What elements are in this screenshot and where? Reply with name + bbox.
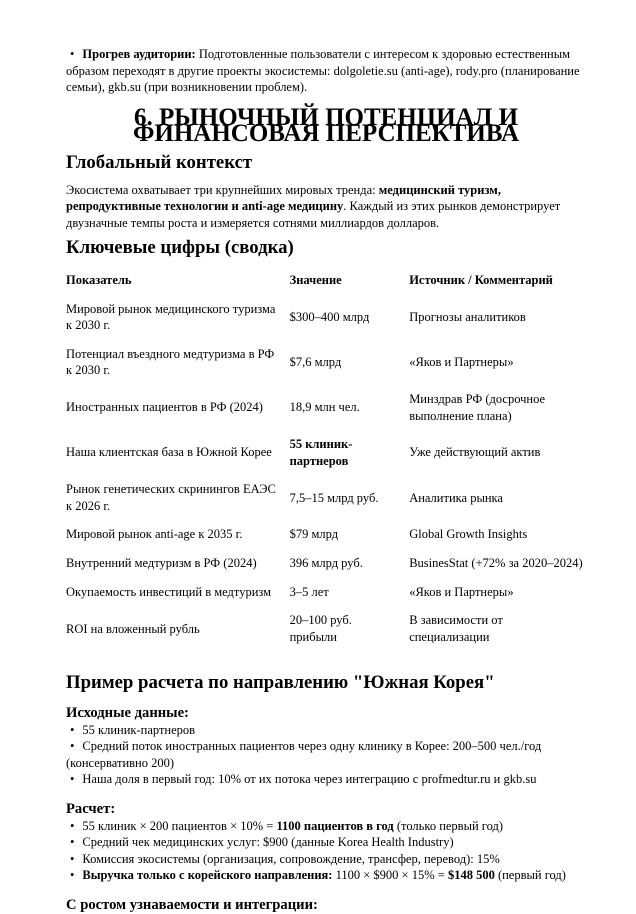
paragraph-bold-text: медицинский туризм, репродуктивные технологии и anti-age медицину xyxy=(66,182,501,214)
list-item xyxy=(66,771,586,788)
cell-indicator: Наша клиентская база в Южной Корее xyxy=(66,445,272,460)
cell-value: $300–400 млрд xyxy=(289,309,370,324)
table-row xyxy=(66,340,586,385)
cell-indicator: Внутренний медтуризм в РФ (2024) xyxy=(66,556,257,571)
list-item-text: (только первый год) xyxy=(393,818,504,833)
cell-source: Уже действующий актив xyxy=(409,445,541,460)
column-header-source: Источник / Комментарий xyxy=(409,272,553,287)
list-item-bold-text: $148 500 xyxy=(447,868,495,883)
cell-indicator: Окупаемость инвестиций в медтуризм xyxy=(66,584,272,599)
list-item-text: Наша доля в первый год: 10% от их потока через интеграцию с profmedtur.ru и gkb.su xyxy=(82,772,537,787)
cell-value: 3–5 лет xyxy=(289,584,329,599)
subheading-initial-data: Исходные данные: xyxy=(66,705,189,722)
cell-source: «Яков и Партнеры» xyxy=(409,355,514,370)
subheading-key-figures: Ключевые цифры (сводка) xyxy=(66,237,294,259)
bullet-dot-icon xyxy=(70,819,82,833)
list-item-text: (первый год) xyxy=(494,868,566,883)
list-item-text: Комиссия экосистемы (организация, сопровождение, трансфер, перевод): 15% xyxy=(82,851,500,866)
subheading-global-context: Глобальный контекст xyxy=(66,151,253,173)
list-item-text: 55 клиник-партнеров xyxy=(82,722,196,737)
list-item-text: 55 клиник × 200 пациентов × 10% = xyxy=(82,818,277,833)
cell-indicator: Мировой рынок anti-age к 2035 г. xyxy=(66,527,243,542)
subheading-calculation: Расчет: xyxy=(66,801,116,817)
subheading-korea-example: Пример расчета по направлению "Южная Корея" xyxy=(66,672,495,694)
table-row xyxy=(66,520,586,549)
intro-bullet-item xyxy=(66,46,586,96)
bullet-dot-icon xyxy=(70,772,82,786)
bullet-dot-icon xyxy=(70,868,82,882)
cell-source: Аналитика рынка xyxy=(409,490,503,505)
cell-indicator: ROI на вложенный рубль xyxy=(66,621,200,636)
table-row xyxy=(66,549,586,578)
list-item-bold-text: Выручка только с корейского направления: xyxy=(82,868,333,883)
bullet-dot-icon xyxy=(70,723,82,737)
bullet-dot-icon xyxy=(70,852,82,866)
table-row xyxy=(66,578,586,607)
cell-value: 396 млрд руб. xyxy=(289,556,363,571)
paragraph-text: . Каждый из этих рынков демонстрирует двузначные темпы роста и измеряется сотнями миллиардов долларов. xyxy=(66,199,561,230)
cell-value: 7,5–15 млрд руб. xyxy=(289,490,379,505)
column-header-value: Значение xyxy=(289,272,342,287)
cell-source: Прогнозы аналитиков xyxy=(409,309,526,324)
cell-value: $79 млрд xyxy=(289,527,339,542)
cell-value: 18,9 млн чел. xyxy=(289,400,360,415)
table-row xyxy=(66,385,586,430)
cell-indicator: Рынок генетических скринингов ЕАЭС к 2026 г. xyxy=(66,482,276,513)
intro-bullet-text: Подготовленные пользователи с интересом к здоровью естественным образом переходят в другие проекты экосистемы: dolgoletie.su (anti-age), rody.pro (планирование семьи), gkb.su (при возникновении проблем). xyxy=(66,47,580,95)
key-figures-table xyxy=(66,266,586,652)
table-row xyxy=(66,430,586,475)
list-item xyxy=(66,867,586,884)
section-heading: 6. РЫНОЧНЫЙ ПОТЕНЦИАЛ И ФИНАНСОВАЯ ПЕРСПЕКТИВА xyxy=(132,103,520,148)
list-item xyxy=(66,851,586,868)
cell-source: Global Growth Insights xyxy=(409,527,528,542)
cell-indicator: Потенциал въездного медтуризма в РФ к 2030 г. xyxy=(66,346,275,378)
list-item-text: Средний чек медицинских услуг: $900 (данные Korea Health Industry) xyxy=(82,835,454,850)
bullet-dot-icon xyxy=(70,47,82,61)
bullet-dot-icon xyxy=(70,835,82,849)
column-header-indicator: Показатель xyxy=(66,272,132,287)
global-context-paragraph xyxy=(66,182,586,232)
list-item xyxy=(66,738,586,771)
list-item-text: Средний поток иностранных пациентов через одну клинику в Корее: 200–500 чел./год (консервативно 200) xyxy=(66,739,542,770)
list-item xyxy=(66,722,586,739)
table-row xyxy=(66,606,586,651)
cell-value: 55 клиник-партнеров xyxy=(289,437,353,468)
cell-value: 20–100 руб. прибыли xyxy=(289,613,352,644)
cell-source: «Яков и Партнеры» xyxy=(409,584,514,599)
list-item-text: 1100 × $900 × 15% = xyxy=(332,868,448,883)
list-item xyxy=(66,834,586,851)
intro-bullet-lead: Прогрев аудитории: xyxy=(82,47,196,61)
cell-indicator: Иностранных пациентов в РФ (2024) xyxy=(66,400,263,415)
table-row xyxy=(66,475,586,520)
table-header-row xyxy=(66,266,586,295)
cell-source: В зависимости от специализации xyxy=(409,613,503,644)
paragraph-text: Экосистема охватывает три крупнейших мировых тренда: xyxy=(66,182,379,197)
table-row xyxy=(66,295,586,340)
list-item xyxy=(66,818,586,835)
subheading-growth: С ростом узнаваемости и интеграции: xyxy=(66,896,318,913)
cell-value: $7,6 млрд xyxy=(289,355,342,370)
cell-source: Минздрав РФ (досрочное выполнение плана) xyxy=(409,391,546,423)
cell-source: BusinesStat (+72% за 2020–2024) xyxy=(409,556,583,571)
list-item-bold-text: 1100 пациентов в год xyxy=(276,818,394,833)
bullet-dot-icon xyxy=(70,739,82,753)
cell-indicator: Мировой рынок медицинского туризма к 2030 г. xyxy=(66,301,276,333)
